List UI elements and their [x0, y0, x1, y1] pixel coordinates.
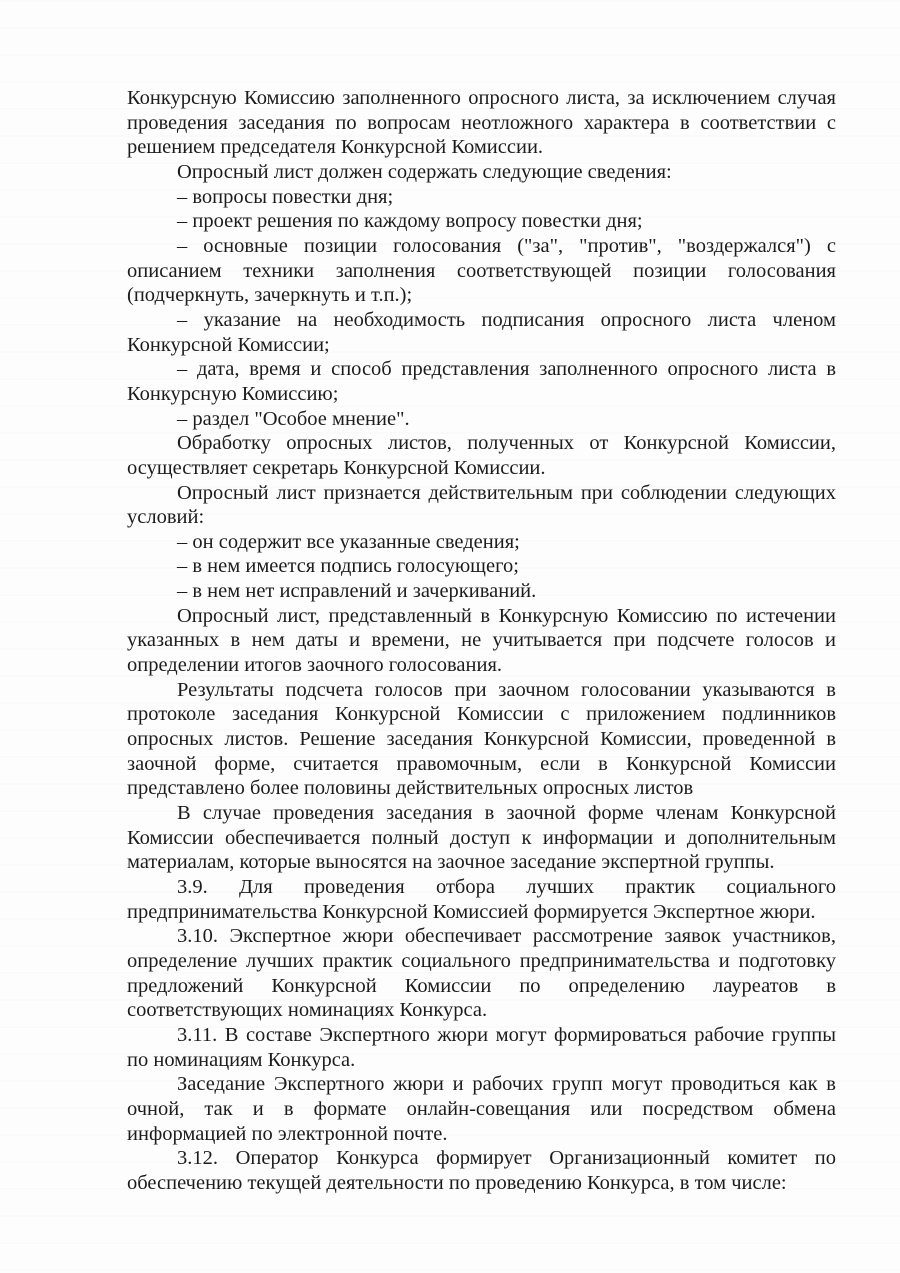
- document-paragraph: 3.11. В составе Экспертного жюри могут формироваться рабочие группы по номинациям Конкурса.: [127, 1023, 836, 1071]
- document-paragraph: Опросный лист должен содержать следующие сведения:: [177, 160, 672, 183]
- document-paragraph: – дата, время и способ представления заполненного опросного листа в Конкурсную Комиссию;: [127, 358, 836, 405]
- document-paragraph: Заседание Экспертного жюри и рабочих групп могут проводиться как в очной, так и в формате онлайн-совещания или посредством обмена информацией по электронной почте.: [127, 1073, 836, 1145]
- document-text-block: [127, 86, 836, 1196]
- document-paragraph: – основные позиции голосования ("за", "против", "воздержался") с описанием техники заполнения соответствующей позиции голосования (подчеркнуть, зачеркнуть и т.п.);: [127, 234, 836, 307]
- document-paragraph: В случае проведения заседания в заочной форме членам Конкурсной Комиссии обеспечивается полный доступ к информации и дополнительным материалам, которые выносятся на заочное заседание экспертной группы.: [127, 802, 836, 874]
- document-paragraph: – раздел "Особое мнение".: [177, 407, 410, 430]
- document-paragraph: Результаты подсчета голосов при заочном голосовании указываются в протоколе заседания Конкурсной Комиссии с приложением подлинников опросных листов. Решение заседания Конкурсной Комиссии, проведенной в заочной форме, считается правомочным, если в Конкурсной Комиссии представлено более половины действительных опросных листов: [127, 678, 836, 800]
- document-paragraph: – указание на необходимость подписания опросного листа членом Конкурсной Комиссии;: [127, 308, 836, 356]
- document-paragraph: 3.12. Оператор Конкурса формирует Организационный комитет по обеспечению текущей деятельности по проведению Конкурса, в том числе:: [127, 1147, 836, 1194]
- document-paragraph: Обработку опросных листов, полученных от Конкурсной Комиссии, осуществляет секретарь Конкурсной Комиссии.: [127, 432, 836, 479]
- document-paragraph: – в нем имеется подпись голосующего;: [177, 555, 519, 578]
- document-paragraph: Конкурсную Комиссию заполненного опросного листа, за исключением случая проведения заседания по вопросам неотложного характера в соответствии с решением председателя Конкурсной Комиссии.: [127, 87, 836, 159]
- document-paragraph: – он содержит все указанные сведения;: [177, 530, 520, 553]
- document-paragraph: 3.10. Экспертное жюри обеспечивает рассмотрение заявок участников, определение лучших практик социального предпринимательства и подготовку предложений Конкурсной Комиссии по определению лауреатов в соответствующих номинациях Конкурса.: [127, 925, 836, 1022]
- document-paragraph: 3.9. Для проведения отбора лучших практик социального предпринимательства Конкурсной Комиссией формируется Экспертное жюри.: [127, 876, 836, 923]
- document-paragraph: – проект решения по каждому вопросу повестки дня;: [177, 210, 643, 233]
- document-paragraph: Опросный лист, представленный в Конкурсную Комиссию по истечении указанных в нем даты и времени, не учитывается при подсчете голосов и определении итогов заочного голосования.: [127, 604, 836, 677]
- document-paragraph: Опросный лист признается действительным при соблюдении следующих условий:: [127, 481, 836, 529]
- document-paragraph: – вопросы повестки дня;: [177, 185, 394, 208]
- document-paragraph: – в нем нет исправлений и зачеркиваний.: [177, 580, 537, 603]
